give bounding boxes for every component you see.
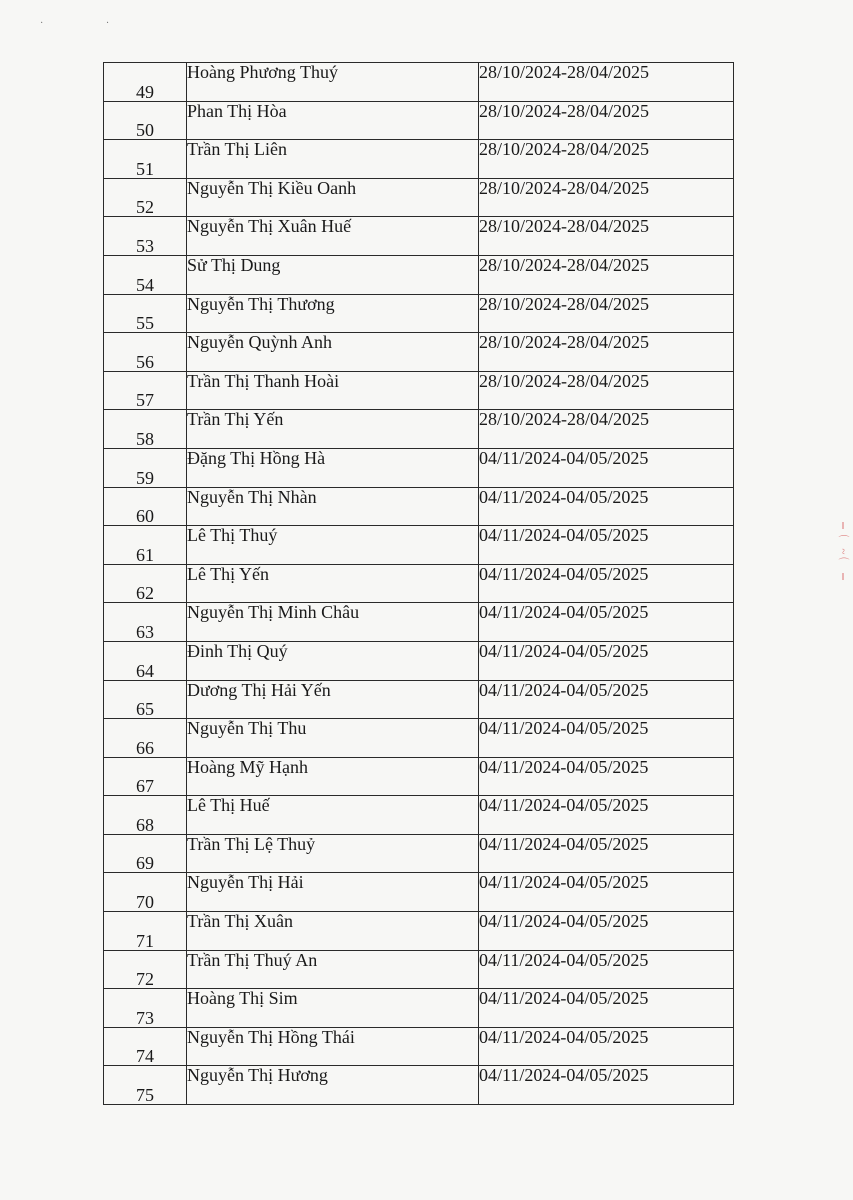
- person-name: Phan Thị Hòa: [187, 101, 479, 140]
- date-range: 28/10/2024-28/04/2025: [479, 294, 734, 333]
- edge-stamp-mark: ‖ ⌒ ~ ⌒ ‖: [837, 520, 849, 583]
- row-number: 56: [104, 333, 187, 372]
- person-name: Nguyễn Thị Minh Châu: [187, 603, 479, 642]
- row-number: 62: [104, 564, 187, 603]
- person-name: Sử Thị Dung: [187, 255, 479, 294]
- row-number: 75: [104, 1066, 187, 1105]
- row-number: 64: [104, 641, 187, 680]
- row-number: 59: [104, 448, 187, 487]
- person-name: Hoàng Phương Thuý: [187, 63, 479, 102]
- row-number: 49: [104, 63, 187, 102]
- date-range: 04/11/2024-04/05/2025: [479, 950, 734, 989]
- row-number: 55: [104, 294, 187, 333]
- date-range: 04/11/2024-04/05/2025: [479, 1066, 734, 1105]
- date-range: 28/10/2024-28/04/2025: [479, 140, 734, 179]
- row-number: 61: [104, 526, 187, 565]
- person-name: Nguyễn Thị Xuân Huế: [187, 217, 479, 256]
- table-row: [104, 294, 734, 333]
- row-number: 70: [104, 873, 187, 912]
- table-row: [104, 101, 734, 140]
- row-number: 74: [104, 1027, 187, 1066]
- person-name: Lê Thị Thuý: [187, 526, 479, 565]
- table-row: [104, 680, 734, 719]
- date-range: 04/11/2024-04/05/2025: [479, 796, 734, 835]
- person-name: Hoàng Mỹ Hạnh: [187, 757, 479, 796]
- table-row: [104, 526, 734, 565]
- row-number: 60: [104, 487, 187, 526]
- table-row: [104, 63, 734, 102]
- table-row: [104, 333, 734, 372]
- date-range: 28/10/2024-28/04/2025: [479, 178, 734, 217]
- table-row: [104, 912, 734, 951]
- table-row: [104, 564, 734, 603]
- table-row: [104, 1027, 734, 1066]
- row-number: 65: [104, 680, 187, 719]
- row-number: 67: [104, 757, 187, 796]
- table-row: [104, 1066, 734, 1105]
- row-number: 57: [104, 371, 187, 410]
- date-range: 04/11/2024-04/05/2025: [479, 564, 734, 603]
- person-name: Hoàng Thị Sim: [187, 989, 479, 1028]
- date-range: 04/11/2024-04/05/2025: [479, 448, 734, 487]
- participant-table: [103, 62, 734, 1105]
- table-row: [104, 448, 734, 487]
- row-number: 58: [104, 410, 187, 449]
- date-range: 04/11/2024-04/05/2025: [479, 526, 734, 565]
- person-name: Lê Thị Huế: [187, 796, 479, 835]
- person-name: Nguyễn Thị Hải: [187, 873, 479, 912]
- person-name: Trần Thị Yến: [187, 410, 479, 449]
- person-name: Đặng Thị Hồng Hà: [187, 448, 479, 487]
- row-number: 54: [104, 255, 187, 294]
- table-body: [104, 63, 734, 1105]
- date-range: 28/10/2024-28/04/2025: [479, 255, 734, 294]
- date-range: 04/11/2024-04/05/2025: [479, 641, 734, 680]
- person-name: Trần Thị Liên: [187, 140, 479, 179]
- table-row: [104, 796, 734, 835]
- row-number: 66: [104, 719, 187, 758]
- person-name: Trần Thị Lệ Thuỷ: [187, 834, 479, 873]
- table-row: [104, 487, 734, 526]
- table-row: [104, 873, 734, 912]
- date-range: 04/11/2024-04/05/2025: [479, 873, 734, 912]
- row-number: 51: [104, 140, 187, 179]
- row-number: 53: [104, 217, 187, 256]
- date-range: 28/10/2024-28/04/2025: [479, 410, 734, 449]
- scan-speckles: · ·: [40, 18, 140, 29]
- row-number: 52: [104, 178, 187, 217]
- person-name: Nguyễn Thị Nhàn: [187, 487, 479, 526]
- table-row: [104, 217, 734, 256]
- table-row: [104, 140, 734, 179]
- table-row: [104, 255, 734, 294]
- table-row: [104, 719, 734, 758]
- date-range: 28/10/2024-28/04/2025: [479, 333, 734, 372]
- person-name: Nguyễn Thị Hương: [187, 1066, 479, 1105]
- person-name: Trần Thị Xuân: [187, 912, 479, 951]
- date-range: 04/11/2024-04/05/2025: [479, 989, 734, 1028]
- row-number: 68: [104, 796, 187, 835]
- person-name: Nguyễn Quỳnh Anh: [187, 333, 479, 372]
- row-number: 63: [104, 603, 187, 642]
- person-name: Lê Thị Yến: [187, 564, 479, 603]
- row-number: 50: [104, 101, 187, 140]
- person-name: Trần Thị Thanh Hoài: [187, 371, 479, 410]
- person-name: Dương Thị Hải Yến: [187, 680, 479, 719]
- person-name: Nguyễn Thị Hồng Thái: [187, 1027, 479, 1066]
- person-name: Đinh Thị Quý: [187, 641, 479, 680]
- date-range: 04/11/2024-04/05/2025: [479, 680, 734, 719]
- person-name: Nguyễn Thị Thu: [187, 719, 479, 758]
- date-range: 28/10/2024-28/04/2025: [479, 63, 734, 102]
- date-range: 04/11/2024-04/05/2025: [479, 719, 734, 758]
- row-number: 69: [104, 834, 187, 873]
- table-row: [104, 834, 734, 873]
- date-range: 28/10/2024-28/04/2025: [479, 217, 734, 256]
- table-row: [104, 603, 734, 642]
- date-range: 04/11/2024-04/05/2025: [479, 487, 734, 526]
- table-row: [104, 371, 734, 410]
- person-name: Trần Thị Thuý An: [187, 950, 479, 989]
- table-row: [104, 989, 734, 1028]
- table-row: [104, 178, 734, 217]
- table-row: [104, 950, 734, 989]
- table-row: [104, 410, 734, 449]
- date-range: 04/11/2024-04/05/2025: [479, 1027, 734, 1066]
- person-name: Nguyễn Thị Kiều Oanh: [187, 178, 479, 217]
- person-name: Nguyễn Thị Thương: [187, 294, 479, 333]
- row-number: 72: [104, 950, 187, 989]
- date-range: 28/10/2024-28/04/2025: [479, 371, 734, 410]
- table-row: [104, 757, 734, 796]
- date-range: 04/11/2024-04/05/2025: [479, 603, 734, 642]
- date-range: 28/10/2024-28/04/2025: [479, 101, 734, 140]
- row-number: 73: [104, 989, 187, 1028]
- table-row: [104, 641, 734, 680]
- row-number: 71: [104, 912, 187, 951]
- date-range: 04/11/2024-04/05/2025: [479, 912, 734, 951]
- date-range: 04/11/2024-04/05/2025: [479, 834, 734, 873]
- date-range: 04/11/2024-04/05/2025: [479, 757, 734, 796]
